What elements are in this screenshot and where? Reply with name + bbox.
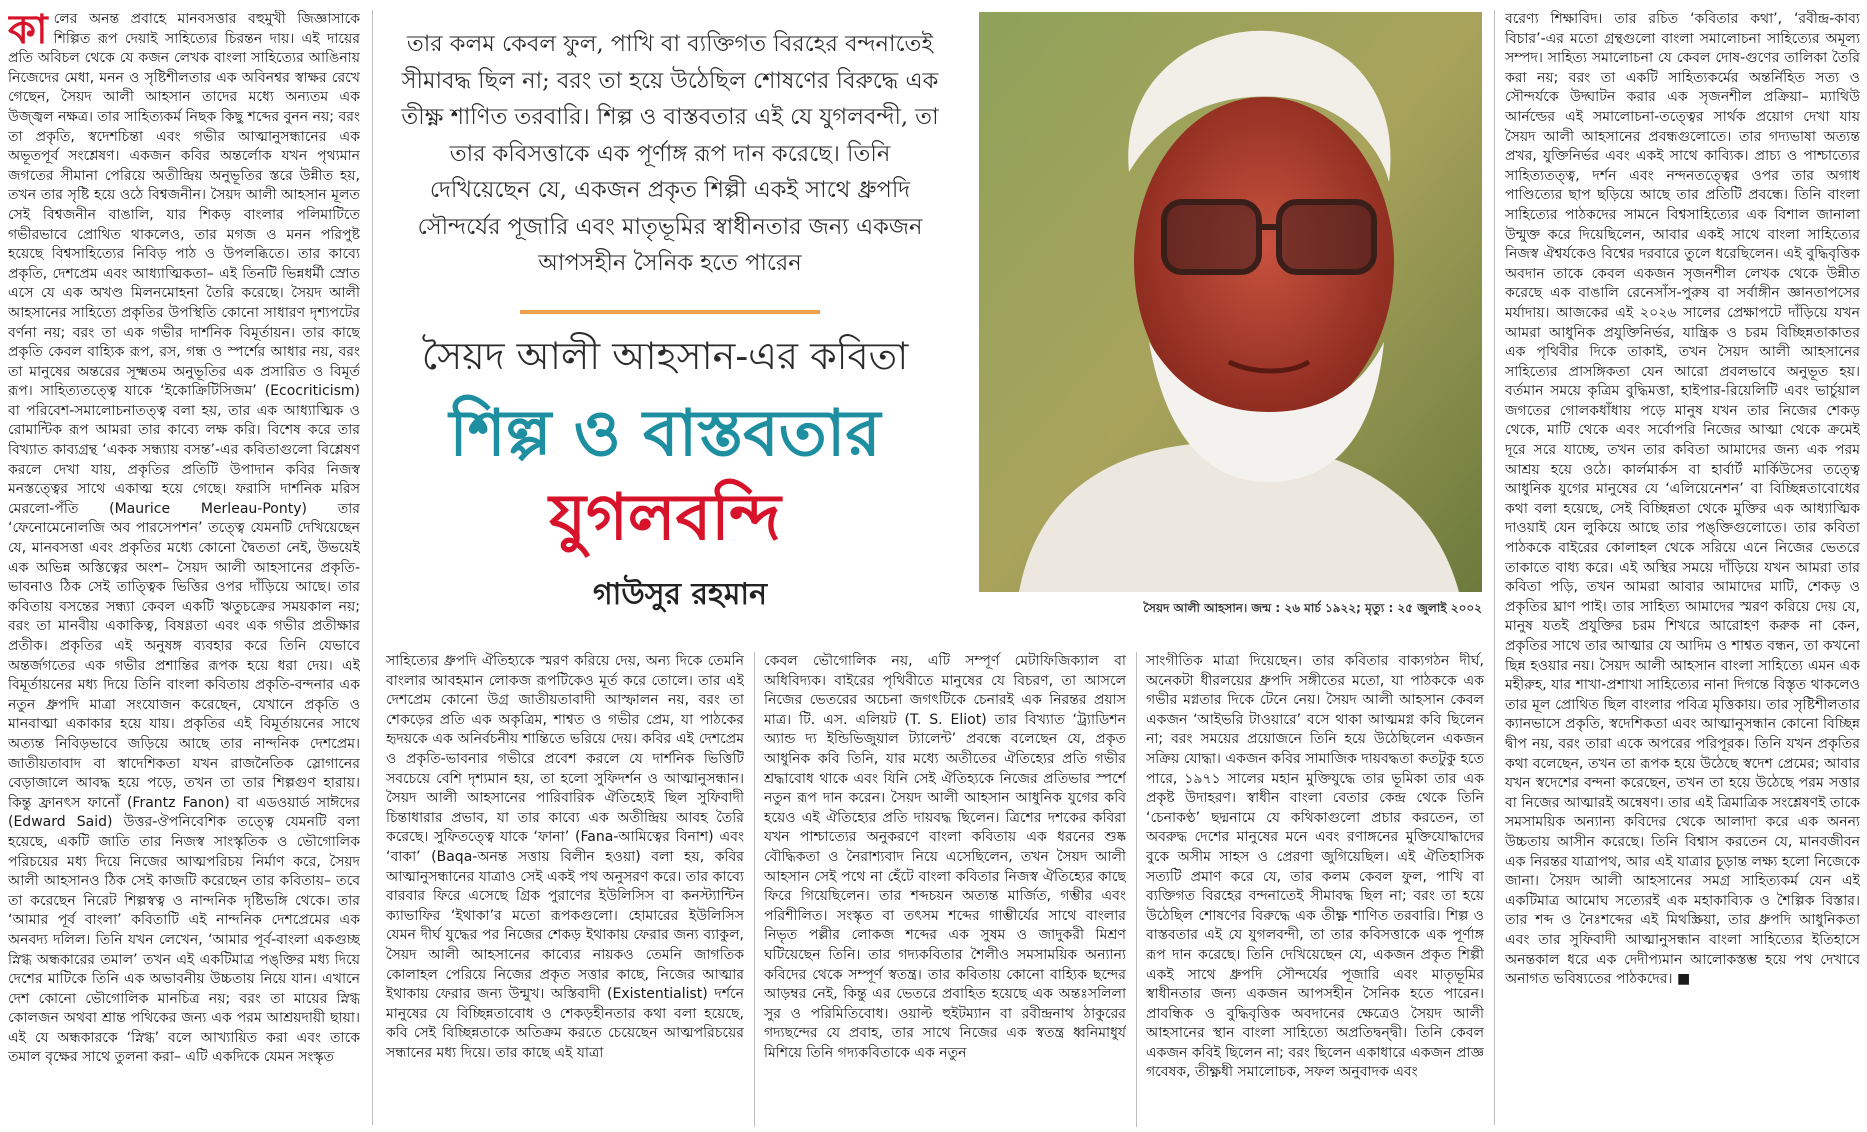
column-divider: [1136, 652, 1137, 1127]
portrait-illustration: [979, 12, 1482, 592]
headline-line-1: শিল্প ও বাস্তবতার: [449, 396, 881, 471]
author-portrait-photo: [979, 12, 1482, 592]
drop-cap: কা: [8, 10, 48, 53]
column-1-text: লের অনন্ত প্রবাহে মানবসত্তার বহুমুখী জিজ্ঞাসাকে শিল্পিত রূপ দেয়াই সাহিত্যের চিরন্তন দায়। এই দায়ের প্রতি অবিচল থেকে যে কজন লেখক বাংলা সাহিত্যের আঙিনায় নিজেদের মেধা, মনন ও সৃষ্টিশীলতার এক অবিনশ্বর স্বাক্ষর রেখে গেছেন, সৈয়দ আলী আহসান তাদের মধ্যে অন্যতম এক উজ্জ্বল নক্ষত্র। তার সাহিত্যকর্ম নিছক কিছু শব্দের বুনন নয়; বরং তা প্রকৃতি, স্বদেশচিন্তা এবং গভীর আত্মানুসন্ধানের এক অভূতপূর্ব সংশ্লেষণ। একজন কবির অন্তর্লোক যখন পৃথ্যমান জগতের সীমানা পেরিয়ে অতীন্দ্রিয় অনুভূতির স্তরে উন্নীত হয়, তখন তার সৃষ্টি হয়ে ওঠে বিশ্বজনীন। সৈয়দ আলী আহসান মূলত সেই বিশ্বজনীন বাঙালি, যার শিকড় বাংলার পলিমাটিতে গভীরভাবে প্রোথিত থাকলেও, তার মগজ ও মনন পরিপুষ্ট হয়েছে বিশ্বসাহিত্যের নিবিড় পাঠ ও উপলব্ধিতে। তার কাব্যে প্রকৃতি, দেশপ্রেম এবং আধ্যাত্মিকতা– এই তিনটি ভিন্নধর্মী স্রোত এসে যে এক অখণ্ড মিলনমোহনা তৈরি করেছে। সৈয়দ আলী আহসানের সাহিত্যে প্রকৃতির উপস্থিতি কোনো সাধারণ দৃশ্যপটের বর্ণনা নয়; বরং তা এক গভীর দার্শনিক বিমূর্তায়ন। তার কাছে প্রকৃতি কেবল বাহ্যিক রূপ, রস, গন্ধ ও স্পর্শের আধার নয়, বরং তা মানুষের অন্তরের সূক্ষ্মতম অনুভূতির এক প্রসারিত ও বিমূর্ত রূপ। সাহিত্যতত্ত্বে যাকে ‘ইকোক্রিটিসিজম’ (Ecocriticism) বা পরিবেশ-সমালোচনাতত্ত্ব বলা হয়, তার এক আধ্যাত্মিক ও রোমান্টিক রূপ আমরা তার কাব্যে লক্ষ করি। বিশেষ করে তার বিখ্যাত কাব্যগ্রন্থ ‘একক সন্ধ্যায় বসন্ত’-এর কবিতাগুলো বিশ্লেষণ করলে দেখা যায়, প্রকৃতির প্রতিটি উপাদান কবির নিজস্ব মনস্তত্ত্বের সাথে একাত্ম হয়ে গেছে। ফরাসি দার্শনিক মরিস মেরলো-পঁতি (Maurice Merleau-Ponty) তার ‘ফেনোমেনোলজি অব পারসেপশন’ তত্ত্বে যেমনটি দেখিয়েছেন যে, মানবসত্তা এবং প্রকৃতির মধ্যে কোনো দ্বৈততা নেই, উভয়েই এক অভিন্ন অস্তিত্বের অংশ– সৈয়দ আলী আহসানের প্রকৃতি-ভাবনাও ঠিক সেই তাত্ত্বিক ভিত্তির ওপর দাঁড়িয়ে আছে। তার কবিতায় বসন্তের সন্ধ্যা কেবল একটি ঋতুচক্রের সময়কাল নয়; বরং তা মানবীয় একাকিত্ব, বিষণ্ণতা এবং এক গভীর প্রতীক্ষার প্রতীক। প্রকৃতির এই অনুষঙ্গ ব্যবহার করে তিনি যেভাবে অন্তর্জগতের এক গভীর প্রশান্তির রূপক হয়ে ধরা দেয়। এই বিমূর্তায়নের মধ্য দিয়ে তিনি বাংলা কবিতায় প্রকৃতি-বন্দনার এক নতুন ধ্রুপদি মাত্রা সংযোজন করেছেন, যেখানে প্রকৃতি ও মানবাত্মা একাকার হয়ে যায়। প্রকৃতির এই বিমূর্তায়নের সাথে অত্যন্ত নিবিড়ভাবে জড়িয়ে আছে তার নান্দনিক দেশপ্রেম। জাতীয়তাবাদ বা স্বাদেশিকতা যখন রাজনৈতিক স্লোগানের বেড়াজালে আবদ্ধ হয়ে পড়ে, তখন তা তার শিল্পগুণ হারায়। কিন্তু ফ্রানৎস ফানোঁ (Frantz Fanon) বা এডওয়ার্ড সাঈদের (Edward Said) উত্তর-ঔপনিবেশিক তত্ত্বে যেমনটি বলা হয়েছে, একটি জাতি তার নিজস্ব সাংস্কৃতিক ও ভৌগোলিক পরিচয়ের মধ্য দিয়ে নিজের আত্মপরিচয় নির্মাণ করে, সৈয়দ আলী আহসানও ঠিক সেই কাজটি করেছেন তার কবিতায়– তবে তা করেছেন নিরেট শিল্পস্বত্ব ও নান্দনিক দৃষ্টিভঙ্গি থেকে। তার ‘আমার পূর্ব বাংলা’ কবিতাটি এই নান্দনিক দেশপ্রেমের এক অনবদ্য দলিল। তিনি যখন লেখেন, ‘আমার পূর্ব-বাংলা একগুচ্ছ স্নিগ্ধ অন্ধকারের তমাল’ তখন এই একটিমাত্র পঙ্‌ক্তির মধ্য দিয়ে দেশের মাটিকে তিনি এক অভাবনীয় উচ্চতায় নিয়ে যান। এখানে দেশ কোনো ভৌগোলিক মানচিত্র নয়; বরং তা মায়ের স্নিগ্ধ কোলজন অথবা শ্রান্ত পথিকের জন্য এক পরম আশ্রয়দায়ী ছায়া। এই যে অন্ধকারকে ‘স্নিগ্ধ’ বলে আখ্যায়িত করা এবং তাকে তমাল বৃক্ষের সাথে তুলনা করা– এটি একদিকে যেমন সংস্কৃত: [8, 11, 360, 1066]
article-column-4: সাংগীতিক মাত্রা দিয়েছেন। তার কবিতার বাক্যগঠন দীর্ঘ, অনেকটা ধীরলয়ের ধ্রুপদি সঙ্গীতের মতো, যা পাঠককে এক গভীর মগ্নতার দিকে টেনে নেয়। সৈয়দ আলী আহসান কেবল একজন ‘আইভরি টাওয়ারে’ বসে থাকা আত্মমগ্ন কবি ছিলেন না; বরং সময়ের প্রয়োজনে তিনি হয়ে উঠেছিলেন একজন সক্রিয় যোদ্ধা। একজন কবির সামাজিক দায়বদ্ধতা কতটুকু হতে পারে, ১৯৭১ সালের মহান মুক্তিযুদ্ধে তার ভূমিকা তার এক প্রকৃষ্ট উদাহরণ। স্বাধীন বাংলা বেতার কেন্দ্র থেকে তিনি ‘চেনাকণ্ঠ’ ছদ্মনামে যে কথিকাগুলো প্রচার করতেন, তা অবরুদ্ধ দেশের মানুষের মনে এবং রণাঙ্গনের মুক্তিযোদ্ধাদের বুকে অসীম সাহস ও প্রেরণা জুগিয়েছিল। এই ঐতিহাসিক সত্যটি প্রমাণ করে যে, তার কলম কেবল ফুল, পাখি বা ব্যক্তিগত বিরহের বন্দনাতেই সীমাবদ্ধ ছিল না; বরং তা হয়ে উঠেছিল শোষণের বিরুদ্ধে এক তীক্ষ্ণ শাণিত তরবারি। শিল্প ও বাস্তবতার এই যে যুগলবন্দী, তা তার কবিসত্তাকে এক পূর্ণাঙ্গ রূপ দান করেছে। তিনি দেখিয়েছেন যে, একজন প্রকৃত শিল্পী একই সাথে ধ্রুপদি সৌন্দর্যের পূজারি এবং মাতৃভূমির স্বাধীনতার জন্য একজন আপসহীন সৈনিক হতে পারেন। প্রাবন্ধিক ও বুদ্ধিবৃত্তিক অবদানের ক্ষেত্রেও সৈয়দ আলী আহসানের স্থান বাংলা সাহিত্যে অপ্রতিদ্বন্দ্বী। তিনি কেবল একজন কবিই ছিলেন না; বরং ছিলেন একাধারে একজন প্রাজ্ঞ গবেষক, তীক্ষ্ণধী সমালোচক, সফল অনুবাদক এবং: [1146, 653, 1484, 1081]
headline: [380, 392, 950, 560]
article-column-3: কেবল ভৌগোলিক নয়, এটি সম্পূর্ণ মেটাফিজিক্যাল বা অধিবিদ্যক। বাইরের পৃথিবীতে মানুষের যে বিচরণ, তা আসলে নিজের ভেতরের অচেনা জগৎটিকে চেনারই এক নিরন্তর প্রয়াস মাত্র। টি. এস. এলিয়ট (T. S. Eliot) তার বিখ্যাত ‘ট্র্যাডিশন অ্যান্ড দ্য ইন্ডিভিজুয়াল ট্যালেন্ট’ প্রবন্ধে বলেছেন যে, প্রকৃত আধুনিক কবি তিনি, যার মধ্যে অতীতের ঐতিহ্যের প্রতি গভীর শ্রদ্ধাবোধ থাকে এবং যিনি সেই ঐতিহ্যকে নিজের প্রতিভার স্পর্শে নতুন রূপ দান করেন। সৈয়দ আলী আহসান আধুনিক যুগের কবি হয়েও এই ঐতিহ্যের প্রতি দায়বদ্ধ ছিলেন। ত্রিশের দশকের কবিরা যখন পাশ্চাত্যের অনুকরণে বাংলা কবিতায় এক ধরনের শুষ্ক বৌদ্ধিকতা ও নৈরাশ্যবাদ নিয়ে এসেছিলেন, তখন সৈয়দ আলী আহসান সেই পথে না হেঁটে বাংলা কবিতার নিজস্ব ঐতিহ্যের কাছে ফিরে গিয়েছিলেন। তার শব্দচয়ন অত্যন্ত মার্জিত, গম্ভীর এবং পরিশীলিত। সংস্কৃত বা তৎসম শব্দের গাম্ভীর্যের সাথে বাংলার নিভৃত পল্লীর লোকজ শব্দের এক সুষম ও জাদুকরী মিশ্রণ ঘটিয়েছেন তিনি। তার গদ্যকবিতার শৈলীও সমসাময়িক অন্যান্য কবিদের থেকে সম্পূর্ণ স্বতন্ত্র। তার কবিতায় কোনো বাহ্যিক ছন্দের আড়ম্বর নেই, কিন্তু এর ভেতরে প্রবাহিত হয়েছে এক অন্তঃসলিলা সুর ও পরিমিতিবোধ। ওয়াল্ট হুইটম্যান বা রবীন্দ্রনাথ ঠাকুরের গদ্যছন্দের যে প্রবাহ, তার সাথে নিজের এক স্বতন্ত্র ধ্বনিমাধুর্য মিশিয়ে তিনি গদ্যকবিতাকে এক নতুন: [764, 653, 1126, 1061]
kicker-title: সৈয়দ আলী আহসান-এর কবিতা: [421, 334, 909, 378]
column-divider: [1494, 10, 1495, 1125]
column-divider: [754, 652, 755, 1127]
byline: গাউসুর রহমান: [592, 577, 768, 612]
article-column-5: বরেণ্য শিক্ষাবিদ। তার রচিত ‘কবিতার কথা’, ‘রবীন্দ্র-কাব্য বিচার’-এর মতো গ্রন্থগুলো বাংলা সমালোচনা সাহিত্যের অমূল্য সম্পদ। সাহিত্য সমালোচনা যে কেবল দোষ-গুণের তালিকা তৈরি করা নয়; বরং তা একটি সাহিত্যকর্মের অন্তর্নিহিত সত্য ও সৌন্দর্যকে উদ্ঘাটন করার এক সৃজনশীল প্রক্রিয়া– ম্যাথিউ আর্নল্ডের এই সমালোচনা-তত্ত্বের সার্থক প্রয়োগ দেখা যায় সৈয়দ আলী আহসানের প্রবন্ধগুলোতে। তার গদ্যভাষা অত্যন্ত প্রখর, যুক্তিনির্ভর এবং একই সাথে কাব্যিক। প্রাচ্য ও পাশ্চাত্যের সাহিত্যতত্ত্ব, দর্শন এবং নন্দনতত্ত্বের ওপর তার অগাধ পাণ্ডিত্যের ছাপ ছড়িয়ে আছে তার প্রতিটি প্রবন্ধে। তিনি বাংলা সাহিত্যের পাঠকদের সামনে বিশ্বসাহিত্যের এক বিশাল জানালা উন্মুক্ত করে দিয়েছিলেন, আবার একই সাথে বাংলা সাহিত্যের নিজস্ব ঐশ্বর্যকেও বিশ্বের দরবারে তুলে ধরেছিলেন। এই বুদ্ধিবৃত্তিক অবদান তাকে কেবল একজন সৃজনশীল লেখক থেকে উন্নীত করেছে এক বাঙালি রেনেসাঁস-পুরুষ বা সর্বাঙ্গীন জ্ঞানতাপসের মর্যাদায়। আজকের এই ২০২৬ সালের প্রেক্ষাপটে দাঁড়িয়ে যখন আমরা আধুনিক প্রযুক্তিনির্ভর, যান্ত্রিক ও চরম বিচ্ছিন্নতাকাতর এক পৃথিবীর দিকে তাকাই, তখন সৈয়দ আলী আহসানের সাহিত্যের প্রাসঙ্গিকতা যেন আরো প্রবলভাবে অনুভূত হয়। বর্তমান সময়ে কৃত্রিম বুদ্ধিমত্তা, হাইপার-রিয়েলিটি এবং ভার্চুয়াল জগতের গোলকধাঁধায় পড়ে মানুষ যখন তার নিজের শেকড় থেকে, মাটি থেকে এবং সর্বোপরি নিজের আত্মা থেকে ক্রমেই দূরে সরে যাচ্ছে, তখন তার কবিতা আমাদের জন্য এক পরম আশ্রয় হয়ে ওঠে। কার্লমার্কস বা হার্বার্ট মার্কিউসের তত্ত্বে আধুনিক যুগের মানুষের যে ‘এলিয়েনেশন’ বা বিচ্ছিন্নতাবোধের কথা বলা হয়েছে, সেই বিচ্ছিন্নতা থেকে মুক্তির এক আধ্যাত্মিক দাওয়াই যেন লুকিয়ে আছে তার পঙ্‌ক্তিগুলোতে। তার কবিতা পাঠককে বাইরের কোলাহল থেকে সরিয়ে এনে নিজের ভেতরে তাকাতে বাধ্য করে। এই অস্থির সময়ে দাঁড়িয়ে যখন আমরা তার কবিতা পড়ি, তখন আমরা আবার আমাদের মাটি, শেকড় ও প্রকৃতির ঘ্রাণ পাই। তার সাহিত্য আমাদের স্মরণ করিয়ে দেয় যে, মানুষ যতই প্রযুক্তির চরম শিখরে আরোহণ করুক না কেন, প্রকৃতির সাথে তার আত্মার যে আদিম ও শাশ্বত বন্ধন, তা কখনো ছিন্ন হওয়ার নয়। সৈয়দ আলী আহসান বাংলা সাহিত্যে এমন এক মহীরুহ, যার শাখা-প্রশাখা সাহিত্যের নানা দিগন্তে বিস্তৃত থাকলেও তার মূল প্রোথিত ছিল বাংলার পবিত্র মৃত্তিকায়। তার সৃষ্টিশীলতার ক্যানভাসে প্রকৃতি, স্বদেশিকতা এবং আত্মানুসন্ধান কোনো বিচ্ছিন্ন দ্বীপ নয়, বরং তারা একে অপরের পরিপূরক। তিনি যখন প্রকৃতির কথা বলেছেন, তখন তা রূপক হয়ে উঠেছে স্বদেশ প্রেমের; আবার যখন স্বদেশের বন্দনা করেছেন, তখন তা হয়ে উঠেছে পরম সত্তার বা নিজের আত্মারই অন্বেষণ। তার এই ত্রিমাত্রিক সংশ্লেষণই তাকে সমসাময়িক অন্যান্য কবিদের থেকে আলাদা করে এক অনন্য উচ্চতায় আসীন করেছে। তিনি বিশ্বাস করতেন যে, মানবজীবন এক নিরন্তর যাত্রাপথ, আর এই যাত্রার চূড়ান্ত লক্ষ্য হলো নিজেকে জানা। সৈয়দ আলী আহসানের সমগ্র সাহিত্যকর্ম যেন এই একটিমাত্র আমোঘ সত্যেরই এক মহাকাব্যিক ও শৈল্পিক বিস্তার। তার শব্দ ও নৈঃশব্দের এই মিথস্ক্রিয়া, তার ধ্রুপদি আধুনিকতা এবং তার সুফিবাদী আত্মানুসন্ধান বাংলা সাহিত্যের ইতিহাসে অনন্তকাল ধরে এক দেদীপ্যমান আলোকস্তম্ভ হয়ে পথ দেখাবে অনাগত ভবিষ্যতের পাঠকদের। ■: [1505, 11, 1860, 988]
article-column-2: সাহিত্যের ধ্রুপদি ঐতিহ্যকে স্মরণ করিয়ে দেয়, অন্য দিকে তেমনি বাংলার আবহমান লোকজ রূপটিকেও মূর্ত করে তোলে। তার এই দেশপ্রেম কোনো উগ্র জাতীয়তাবাদী আস্ফালন নয়, বরং তা শেকড়ের প্রতি এক অকৃত্রিম, শাশ্বত ও গভীর প্রেম, যা পাঠকের হৃদয়কে এক অনির্বচনীয় শান্তিতে ভরিয়ে দেয়। কবির এই দেশপ্রেম ও প্রকৃতি-ভাবনার গভীরে প্রবেশ করলে যে দার্শনিক ভিত্তিটি সবচেয়ে বেশি দৃশ্যমান হয়, তা হলো সুফিদর্শন ও আত্মানুসন্ধান। সৈয়দ আলী আহসানের পারিবারিক ঐতিহ্যেই ছিল সুফিবাদী চিন্তাধারার প্রভাব, যা তার কাব্যে এক অতীন্দ্রিয় আবহ তৈরি করেছে। সুফিতত্ত্বে যাকে ‘ফানা’ (Fana-আমিত্বের বিনাশ) এবং ‘বাকা’ (Baqa-অনন্ত সত্তায় বিলীন হওয়া) বলা হয়, কবির আত্মানুসন্ধানের যাত্রাও সেই একই পথ অনুসরণ করে। তার কাব্যে বারবার ফিরে এসেছে গ্রিক পুরাণের ইউলিসিস বা কনস্ট্যান্টিন ক্যাভাফির ‘ইথাকা’র মতো রূপকগুলো। হোমারের ইউলিসিস যেমন দীর্ঘ যুদ্ধের পর নিজের শেকড় ইথাকায় ফেরার জন্য ব্যাকুল, সৈয়দ আলী আহসানের কাব্যের নায়কও তেমনি জাগতিক কোলাহল পেরিয়ে নিজের প্রকৃত সত্তার কাছে, নিজের আত্মার ইথাকায় ফেরার জন্য উন্মুখ। অস্তিবাদী (Existentialist) দর্শনে মানুষের যে বিচ্ছিন্নতাবোধ ও শেকড়হীনতার কথা বলা হয়েছে, কবি সেই বিচ্ছিন্নতাকে অতিক্রম করতে চেয়েছেন আত্মপরিচয়ের সন্ধানের মধ্য দিয়ে। তার কাছে এই যাত্রা: [386, 653, 744, 1061]
pull-quote: তার কলম কেবল ফুল, পাখি বা ব্যক্তিগত বিরহের বন্দনাতেই সীমাবদ্ধ ছিল না; বরং তা হয়ে উঠেছিল শোষণের বিরুদ্ধে এক তীক্ষ্ণ শাণিত তরবারি। শিল্প ও বাস্তবতার এই যে যুগলবন্দী, তা তার কবিসত্তাকে এক পূর্ণাঙ্গ রূপ দান করেছে। তিনি দেখিয়েছেন যে, একজন প্রকৃত শিল্পী একই সাথে ধ্রুপদি সৌন্দর্যের পূজারি এবং মাতৃভূমির স্বাধীনতার জন্য একজন আপসহীন সৈনিক হতে পারেন: [401, 31, 939, 276]
accent-rule: [520, 310, 820, 314]
photo-caption: সৈয়দ আলী আহসান। জন্ম : ২৬ মার্চ ১৯২২; মৃত্যু : ২৫ জুলাই ২০০২: [1143, 601, 1482, 615]
article-column-1: [8, 10, 360, 1125]
headline-line-2: যুগলবন্দি: [549, 480, 781, 555]
column-divider: [372, 10, 373, 1125]
